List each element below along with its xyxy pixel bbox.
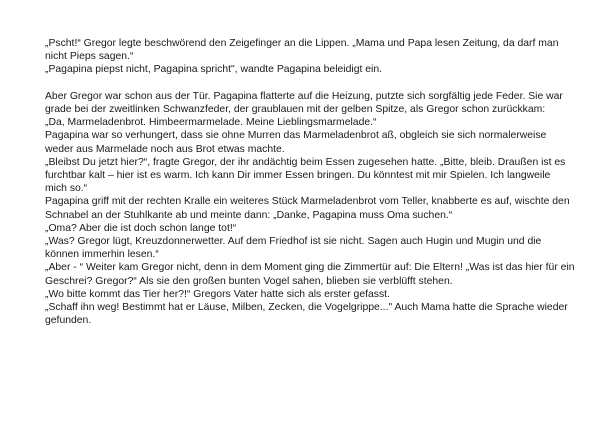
paragraph: „Bleibst Du jetzt hier?“, fragte Gregor, der ihr andächtig beim Essen zugesehen hatte. „Bitte, bleib. Draußen ist es furchtbar kalt – hier ist es warm. Ich kann Dir immer Essen bringen. Du könntest mit mir Spielen. Ich langweile mich so.“ (45, 156, 566, 195)
paragraph: Pagapina griff mit der rechten Kralle ein weiteres Stück Marmeladenbrot vom Teller, knabberte es auf, wischte den Schnabel an der Stuhlkante ab und meinte dann: „Danke, Pagapina muss Oma suchen.“ (45, 196, 570, 221)
paragraph: „Schaff ihn weg! Bestimmt hat er Läuse, Milben, Zecken, die Vogelgrippe..." Auch Mama hatte die Sprache wieder gefunden. (45, 302, 568, 327)
paragraph: „Aber - “ Weiter kam Gregor nicht, denn in dem Moment ging die Zimmertür auf: Die Eltern! „Was ist das hier für ein Geschrei? Gregor?“ Als sie den großen bunten Vogel sahen, blieben sie verblüfft stehen. (45, 262, 575, 287)
story-text (45, 37, 575, 327)
paragraph: „Da, Marmeladenbrot. Himbeermarmelade. Meine Lieblingsmarmelade.“ (45, 117, 377, 129)
paragraph-gap (45, 77, 575, 90)
paragraph: „Pagapina piepst nicht, Pagapina spricht", wandte Pagapina beleidigt ein. (45, 64, 382, 76)
paragraph: Aber Gregor war schon aus der Tür. Pagapina flatterte auf die Heizung, putzte sich sorgfältig jede Feder. Sie war grade bei der zweitlinken Schwanzfeder, der graublauen mit der gelben Spitze, als Gregor schon zurückkam: (45, 90, 563, 115)
paragraph: „Oma? Aber die ist doch schon lange tot!“ (45, 222, 237, 234)
paragraph: „Pscht!“ Gregor legte beschwörend den Zeigefinger an die Lippen. „Mama und Papa lesen Zeitung, da darf man nicht Pieps sagen.“ (45, 38, 559, 63)
paragraph: „Was? Gregor lügt, Kreuzdonnerwetter. Auf dem Friedhof ist sie nicht. Sagen auch Hugin und Mugin und die können immerhin lesen.“ (45, 236, 542, 261)
paragraph: „Wo bitte kommt das Tier her?!“ Gregors Vater hatte sich als erster gefasst. (45, 288, 390, 300)
paragraph: Pagapina war so verhungert, dass sie ohne Murren das Marmeladenbrot aß, obgleich sie sich normalerweise weder aus Marmelade noch aus Brot etwas machte. (45, 130, 547, 155)
